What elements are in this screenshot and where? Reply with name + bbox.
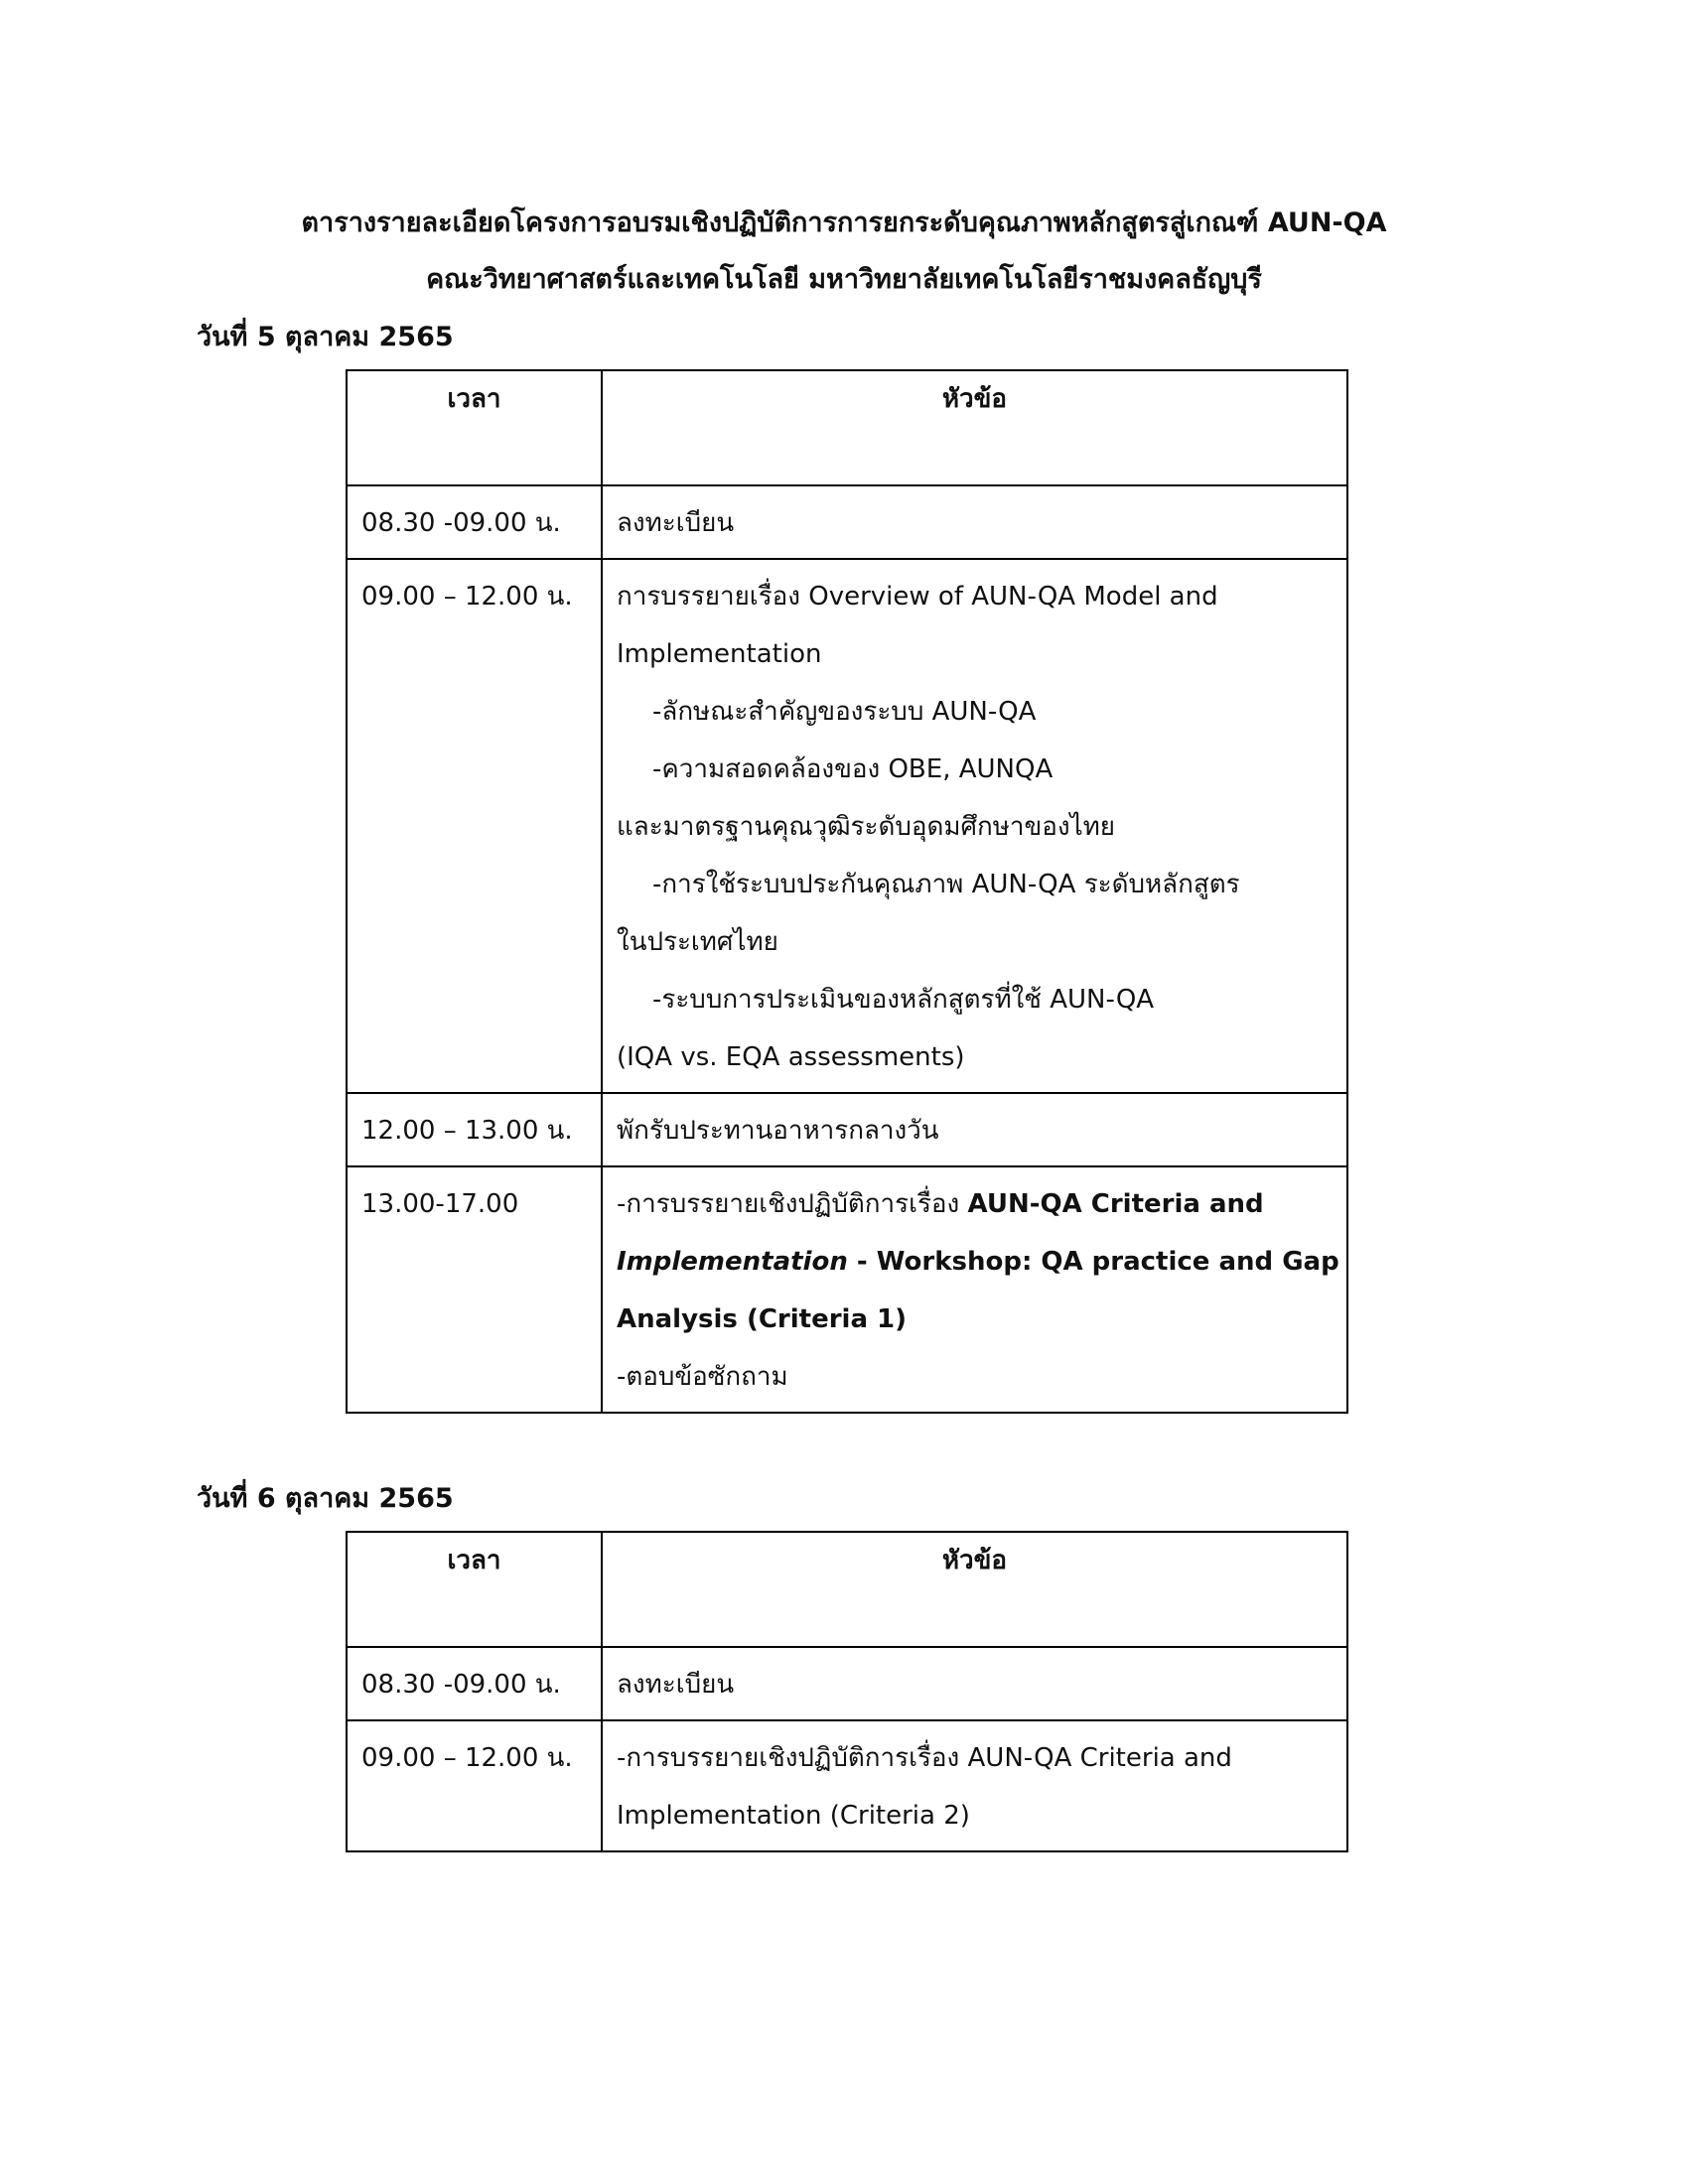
topic-cell xyxy=(602,1166,1347,1413)
topic-cell xyxy=(602,1720,1347,1851)
day-1-label: วันที่ 5 ตุลาคม 2565 xyxy=(197,322,454,352)
topic-line: -การบรรยายเชิงปฏิบัติการเรื่อง AUN-QA Criteria and xyxy=(617,1743,1232,1773)
topic-cell xyxy=(602,1093,1347,1166)
table-header-row xyxy=(347,370,1347,485)
table-row xyxy=(347,1720,1347,1851)
time-cell: 12.00 – 13.00 น. xyxy=(347,1093,602,1166)
topic-bullet: -ลักษณะสำคัญของระบบ AUN-QA xyxy=(652,697,1037,727)
topic-line: ลงทะเบียน xyxy=(617,508,735,538)
time-cell: 08.30 -09.00 น. xyxy=(347,485,602,559)
topic-line: พักรับประทานอาหารกลางวัน xyxy=(617,1116,939,1146)
topic-line: ในประเทศไทย xyxy=(617,927,778,957)
topic-line: -ตอบข้อซักถาม xyxy=(617,1362,788,1392)
time-cell: 09.00 – 12.00 น. xyxy=(347,559,602,1093)
time-cell: 13.00-17.00 xyxy=(347,1166,602,1413)
table-header-row xyxy=(347,1532,1347,1647)
topic-text-bold-italic: Implementation xyxy=(617,1247,848,1277)
table-row xyxy=(347,1166,1347,1413)
topic-line: Implementation (Criteria 2) xyxy=(617,1801,970,1831)
topic-cell xyxy=(602,485,1347,559)
topic-cell xyxy=(602,559,1347,1093)
topic-line xyxy=(617,1233,1339,1291)
topic-bullet: -ระบบการประเมินของหลักสูตรที่ใช้ AUN-QA xyxy=(652,985,1155,1015)
topic-text-bold: AUN-QA Criteria and xyxy=(967,1189,1264,1219)
table-row xyxy=(347,1093,1347,1166)
column-header-topic: หัวข้อ xyxy=(602,370,1347,485)
topic-line: Implementation xyxy=(617,639,822,669)
topic-bullet: -ความสอดคล้องของ OBE, AUNQA xyxy=(652,754,1054,784)
column-header-time: เวลา xyxy=(347,370,602,485)
topic-line: (IQA vs. EQA assessments) xyxy=(617,1042,965,1072)
document-title-line-1: ตารางรายละเอียดโครงการอบรมเชิงปฏิบัติการการยกระดับคุณภาพหลักสูตรสู่เกณฑ์ AUN-QA xyxy=(301,207,1387,238)
topic-cell xyxy=(602,1647,1347,1720)
topic-text: -การบรรยายเชิงปฏิบัติการเรื่อง xyxy=(617,1189,968,1219)
column-header-time: เวลา xyxy=(347,1532,602,1647)
topic-bullet: -การใช้ระบบประกันคุณภาพ AUN-QA ระดับหลักสูตร xyxy=(652,870,1240,899)
table-row xyxy=(347,559,1347,1093)
document-title-line-2: คณะวิทยาศาสตร์และเทคโนโลยี มหาวิทยาลัยเทคโนโลยีราชมงคลธัญบุรี xyxy=(426,264,1262,295)
time-cell: 08.30 -09.00 น. xyxy=(347,1647,602,1720)
topic-text-bold: - Workshop: QA practice and Gap xyxy=(847,1247,1339,1277)
topic-line: ลงทะเบียน xyxy=(617,1670,735,1700)
topic-line xyxy=(617,1175,1333,1233)
day-2-label: วันที่ 6 ตุลาคม 2565 xyxy=(197,1483,454,1514)
column-header-topic: หัวข้อ xyxy=(602,1532,1347,1647)
day-2-schedule-table xyxy=(346,1531,1348,1852)
time-cell: 09.00 – 12.00 น. xyxy=(347,1720,602,1851)
day-1-schedule-table xyxy=(346,369,1348,1414)
topic-line: และมาตรฐานคุณวุฒิระดับอุดมศึกษาของไทย xyxy=(617,812,1116,842)
topic-line: การบรรยายเรื่อง Overview of AUN-QA Model and xyxy=(617,582,1218,612)
table-row xyxy=(347,485,1347,559)
topic-line: Analysis (Criteria 1) xyxy=(617,1304,908,1334)
table-row xyxy=(347,1647,1347,1720)
